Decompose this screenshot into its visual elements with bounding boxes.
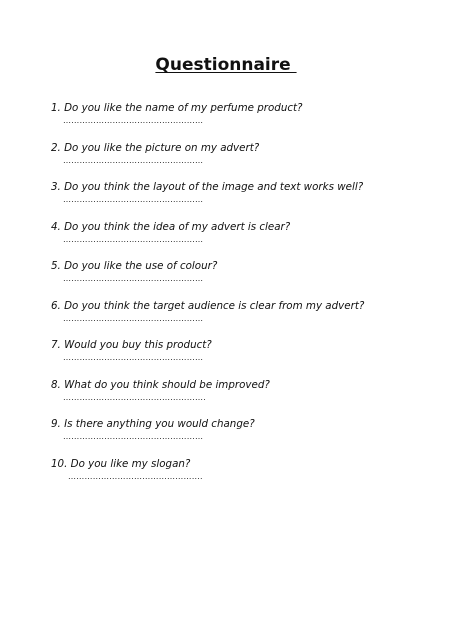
answer-line: ……………………………………………	[63, 313, 204, 323]
question-text: 2. Do you like the picture on my advert?	[51, 141, 260, 154]
question-item	[51, 101, 441, 141]
question-list	[51, 101, 441, 496]
question-item	[51, 220, 441, 260]
answer-line: ……………………………………………	[63, 432, 204, 441]
answer-line: ……………………………………………	[63, 353, 204, 362]
question-item	[51, 457, 441, 497]
answer-line: ………………………………………….	[68, 471, 203, 481]
question-text: 10. Do you like my slogan?	[51, 457, 191, 470]
question-text: 9. Is there anything you would change?	[51, 418, 255, 430]
question-text: 5. Do you like the use of colour?	[51, 260, 218, 272]
question-item	[51, 417, 441, 457]
question-item	[51, 378, 441, 418]
question-text: 4. Do you think the idea of my advert is clear?	[51, 220, 291, 233]
question-text: 6. Do you think the target audience is clear from my advert?	[51, 299, 365, 312]
question-text: 7. Would you buy this product?	[51, 339, 212, 351]
question-item	[51, 299, 441, 339]
question-text: 1. Do you like the name of my perfume product?	[51, 102, 303, 114]
answer-line: ……………………………………………	[63, 234, 204, 244]
answer-line: ……………………………………………	[63, 116, 204, 125]
question-text: 3. Do you think the layout of the image and text works well?	[51, 181, 364, 193]
question-item	[51, 338, 441, 378]
page-title: Questionnaire	[155, 55, 297, 75]
question-text: 8. What do you think should be improved?	[51, 378, 270, 391]
question-item	[51, 259, 441, 299]
answer-line: …………………………………………….	[63, 392, 207, 402]
question-item	[51, 141, 441, 181]
answer-line: ……………………………………………	[63, 274, 204, 283]
answer-line: ……………………………………………	[63, 195, 204, 204]
answer-line: ……………………………………………	[63, 155, 204, 165]
question-item	[51, 180, 441, 220]
